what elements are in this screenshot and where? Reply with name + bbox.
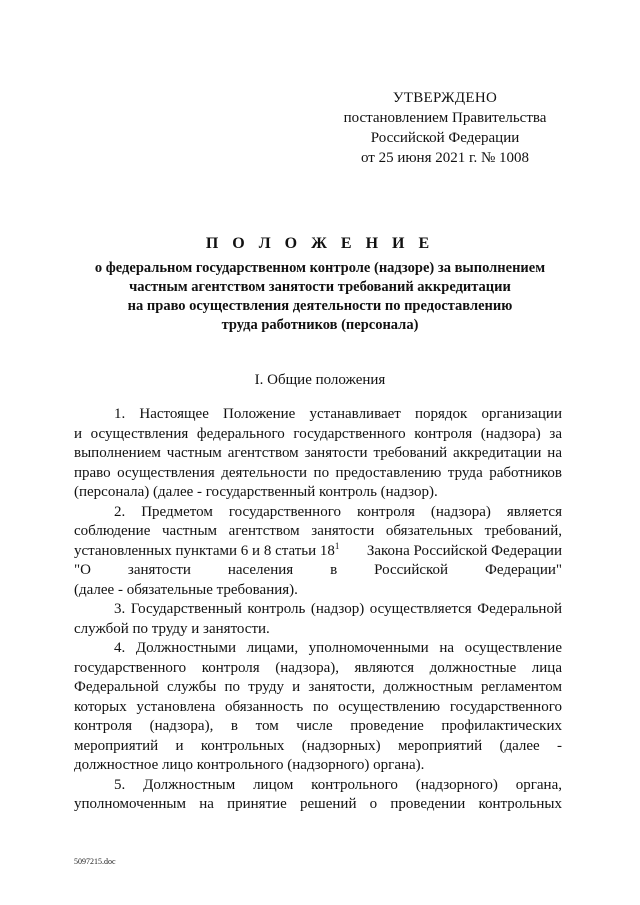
paragraph-line: и осуществления федерального государственного контроля (надзора) за (74, 425, 562, 442)
footer-file-name: 5097215.doc (74, 857, 116, 866)
paragraph-line: право осуществления деятельности по предоставлению труда работников (74, 464, 562, 481)
paragraph-1 (74, 405, 562, 503)
document-title: П О Л О Ж Е Н И Е (205, 235, 435, 252)
paragraph-line: должностное лицо контрольного (надзорного) органа). (74, 757, 425, 773)
paragraph-line: контроля (надзора), в том числе проведение профилактических (74, 718, 562, 734)
paragraph-line: уполномоченным на принятие решений о проведении контрольных (74, 796, 562, 812)
subtitle-line: на право осуществления деятельности по предоставлению (127, 298, 513, 314)
paragraph-2 (74, 503, 562, 601)
paragraph-line: 4. Должностными лицами, уполномоченными на осуществление (114, 640, 562, 656)
subtitle-line: о федеральном государственном контроле (надзоре) за выполнением (94, 260, 546, 276)
paragraph-line: Федеральной службы по труду и занятости, должностным регламентом (74, 679, 562, 695)
approval-stamp (330, 88, 560, 168)
paragraph-line: 1. Настоящее Положение устанавливает порядок организации (114, 406, 562, 422)
paragraph-line: соблюдение частным агентством занятости обязательных требований, (74, 523, 562, 539)
approved-label: УТВЕРЖДЕНО (392, 90, 498, 106)
paragraph-line-start (74, 542, 339, 562)
paragraph-3 (74, 600, 562, 639)
paragraph-line (74, 542, 562, 562)
document-body (74, 405, 562, 815)
approval-line-2: Российской Федерации (370, 130, 520, 146)
paragraph-line: выполнением частным агентством занятости требований аккредитации на (74, 445, 562, 461)
paragraph-line-text: установленных пунктами 6 и 8 статьи 18 (74, 542, 335, 559)
paragraph-line: которых установлена обязанность по осуществлению государственного (74, 698, 562, 715)
paragraph-line: 3. Государственный контроль (надзор) осуществляется Федеральной (114, 601, 562, 617)
paragraph-4 (74, 639, 562, 776)
paragraph-line: службой по труду и занятости. (74, 620, 270, 637)
subtitle-line: частным агентством занятости требований аккредитации (129, 279, 511, 295)
paragraph-line: (персонала) (далее - государственный контроль (надзор). (74, 484, 438, 500)
paragraph-line-tail: Закона Российской Федерации (366, 542, 562, 559)
paragraph-line: 5. Должностным лицом контрольного (надзорного) органа, (114, 776, 562, 793)
paragraph-line: государственного контроля (надзора), являются должностные лица (74, 659, 562, 676)
paragraph-line: "О занятости населения в Российской Федерации" (74, 562, 562, 578)
paragraph-line: (далее - обязательные требования). (74, 581, 298, 598)
superscript-article-number: 1 (334, 540, 340, 551)
section-heading: I. Общие положения (254, 372, 386, 388)
paragraph-line: 2. Предметом государственного контроля (надзора) является (114, 503, 562, 520)
approval-line-1: постановлением Правительства (343, 110, 547, 126)
document-title-block (60, 233, 580, 335)
paragraph-5 (74, 776, 562, 815)
document-subtitle (60, 259, 580, 335)
paragraph-line: мероприятий и контрольных (надзорных) мероприятий (далее - (74, 737, 562, 754)
approval-line-3: от 25 июня 2021 г. № 1008 (360, 150, 530, 166)
subtitle-line: труда работников (персонала) (221, 317, 419, 333)
